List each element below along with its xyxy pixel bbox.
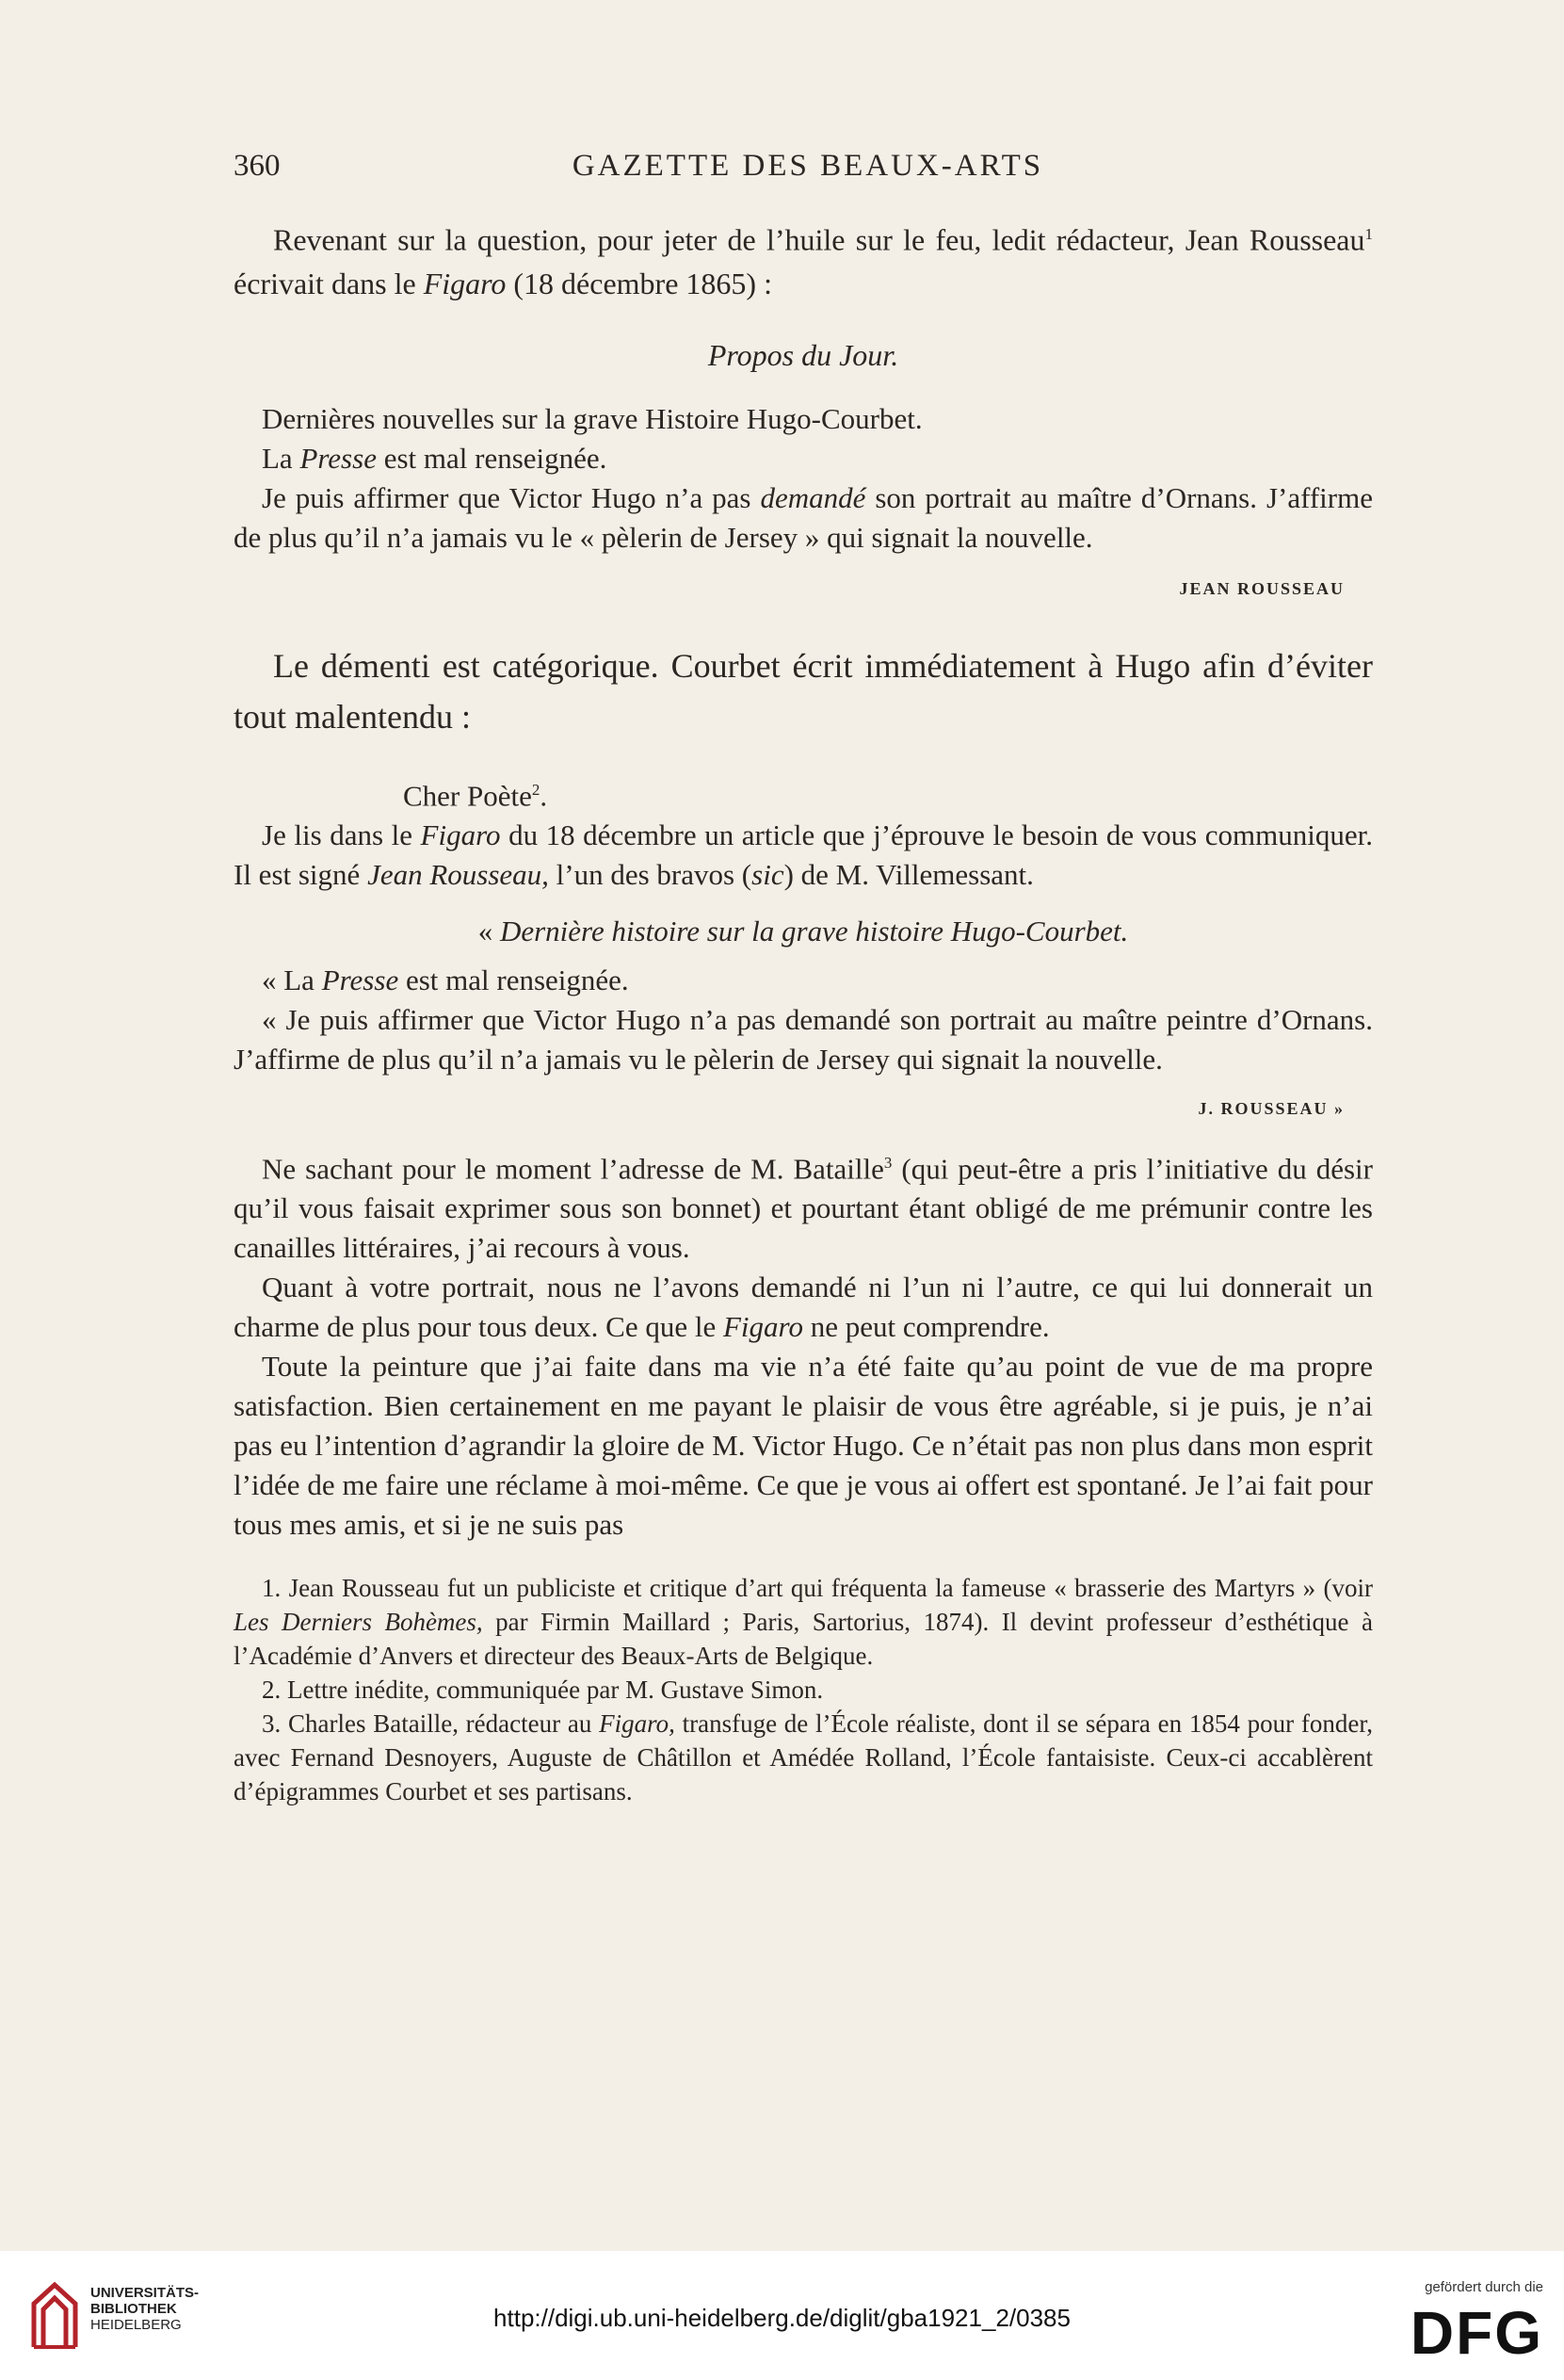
text: du 18 décembre un article que j’éprouve le besoin de vous communiquer. Il est signé [234,818,1373,891]
propos-title-text: Propos du Jour. [707,337,899,372]
demande-italic: demandé [760,480,866,514]
figaro-italic: Figaro [722,1310,803,1344]
text: Quant à votre portrait, nous ne l’avons demandé ni l’un ni l’autre, ce qui lui donnerait un charme de plus pour tous deux. Ce que le [234,1271,1373,1344]
quote1-line3 [234,478,1373,558]
text: Je puis affirmer que Victor Hugo n’a pas [262,480,761,514]
digitization-footer [0,2251,1564,2380]
courbet-letter [234,770,1373,1546]
intro-figaro: Figaro [423,266,507,300]
quote1-line1: Dernières nouvelles sur la grave Histoire Hugo-Courbet. [262,401,923,435]
footnotes [234,1571,1373,1808]
letter-p2 [234,1143,1373,1268]
letter-p4: Toute la peinture que j’ai faite dans ma vie n’a été faite qu’au point de vue de ma propre satisfaction. Bien certainement en me payant le plaisir de vous être agréable, si je puis, je n’ai pas eu l’intention d’agrandir la gloire de M. Victor Hugo. Ce n’était pas non plus dans mon esprit l’idée de me faire une réclame à moi-même. Ce que je vous ai offert est spontané. Je l’ai fait pour tous mes amis, et si je ne suis pas [234,1350,1373,1542]
intro-text: (18 décembre 1865) : [506,266,772,300]
text: « [477,914,500,947]
letter-p1 [234,816,1373,895]
quote1-line2 [234,439,1373,478]
propos-title [234,333,1373,377]
cited-title-text: Dernière histoire sur la grave histoire Hugo-Courbet. [499,914,1129,947]
text: La [262,441,300,475]
text: (qui peut-être a pris l’initiative du désir qu’il vous faisait exprimer sous son bonnet) et pourtant étant obligé de me prémunir contre les canailles littéraires, j’ai recours à vous. [234,1152,1373,1265]
text: 3. Charles Bataille, rédacteur au [262,1709,600,1739]
dfg-logo: DFG [1410,2299,1543,2367]
figaro-italic: Figaro [420,818,501,851]
cited-title [234,912,1373,951]
footnote-ref-1: 1 [1364,225,1373,243]
text: transfuge de l’École réaliste, dont il se sépara en 1854 pour fonder, avec Fernand Desnoyers, Auguste de Châtillon et Amédée Rolland, l’École fantaisiste. Ceux-ci accablèrent d’épigrammes Courbet et ses partisans. [234,1709,1373,1806]
intro-text: écrivait dans le [234,266,424,300]
footnote-1 [234,1571,1373,1673]
letter-p3 [234,1268,1373,1347]
text: ne peut comprendre. [802,1310,1050,1344]
page-number: 360 [234,149,281,183]
text: par Firmin Maillard ; Paris, Sartorius, 1874). Il devint professeur d’esthétique à l’Académie d’Anvers et directeur des Beaux-Arts de Belgique. [234,1608,1373,1671]
text: 1. Jean Rousseau fut un publiciste et critique d’art qui fréquenta la fameuse « brasserie des Martyrs » (voir [262,1574,1373,1603]
text: ) de M. Villemessant. [783,857,1034,891]
text: Ne sachant pour le moment l’adresse de M. Bataille [262,1152,884,1186]
book-title-italic: Les Derniers Bohèmes, [234,1608,483,1637]
univ-line-1: UNIVERSITÄTS- [90,2285,200,2301]
presse-italic: Presse [321,963,399,996]
footnote-ref-3: 3 [883,1153,893,1172]
text: « La [262,963,322,996]
running-head: GAZETTE DES BEAUX-ARTS [572,149,1044,183]
signature-text: JEAN ROUSSEAU [1179,578,1345,598]
cited-line2: « Je puis affirmer que Victor Hugo n’a pas demandé son portrait au maître peintre d’Ornans. J’affirme de plus qu’il n’a jamais vu le pèlerin de Jersey qui signait la nouvelle. [234,1002,1373,1076]
source-url-link[interactable]: http://digi.ub.uni-heidelberg.de/diglit/gba1921_2/0385 [493,2304,1071,2332]
text: l’un des bravos ( [548,857,752,891]
univ-line-3: HEIDELBERG [90,2317,182,2333]
cited-line1 [234,961,1373,1000]
text: Je lis dans le [262,818,421,851]
sic-italic: sic [751,857,784,891]
quote-block-1 [234,399,1373,608]
page-header [234,149,1382,186]
letter-salutation [234,770,1373,816]
text: est mal renseignée. [376,441,607,475]
funded-by-text: gefördert durch die [1425,2279,1543,2295]
text: . [540,778,548,812]
figaro-italic: Figaro, [599,1709,675,1739]
signature-text: J. ROUSSEAU » [1198,1098,1345,1118]
footnote-ref-2: 2 [531,780,540,799]
page-body [234,213,1373,1808]
dementi-paragraph: Le démenti est catégorique. Courbet écrit immédiatement à Hugo afin d’éviter tout malentendu : [234,646,1373,736]
footnote-3 [234,1707,1373,1808]
footnote-2: 2. Lettre inédite, communiquée par M. Gustave Simon. [262,1676,824,1705]
cited-signature [234,1085,1373,1128]
jean-rousseau-italic: Jean Rousseau, [367,857,549,891]
univ-line-2: BIBLIOTHEK [90,2301,177,2317]
text: son portrait au maître d’Ornans. J’affirme de plus qu’il n’a jamais vu le « pèlerin de Jersey » qui signait la nouvelle. [234,480,1373,554]
quote1-signature [234,565,1373,608]
text: est mal renseignée. [398,963,629,996]
text: Cher Poète [403,778,532,812]
intro-text: Revenant sur la question, pour jeter de l’huile sur le feu, ledit rédacteur, Jean Rousseau [273,222,1365,257]
presse-italic: Presse [299,441,377,475]
intro-paragraph [234,213,1373,305]
